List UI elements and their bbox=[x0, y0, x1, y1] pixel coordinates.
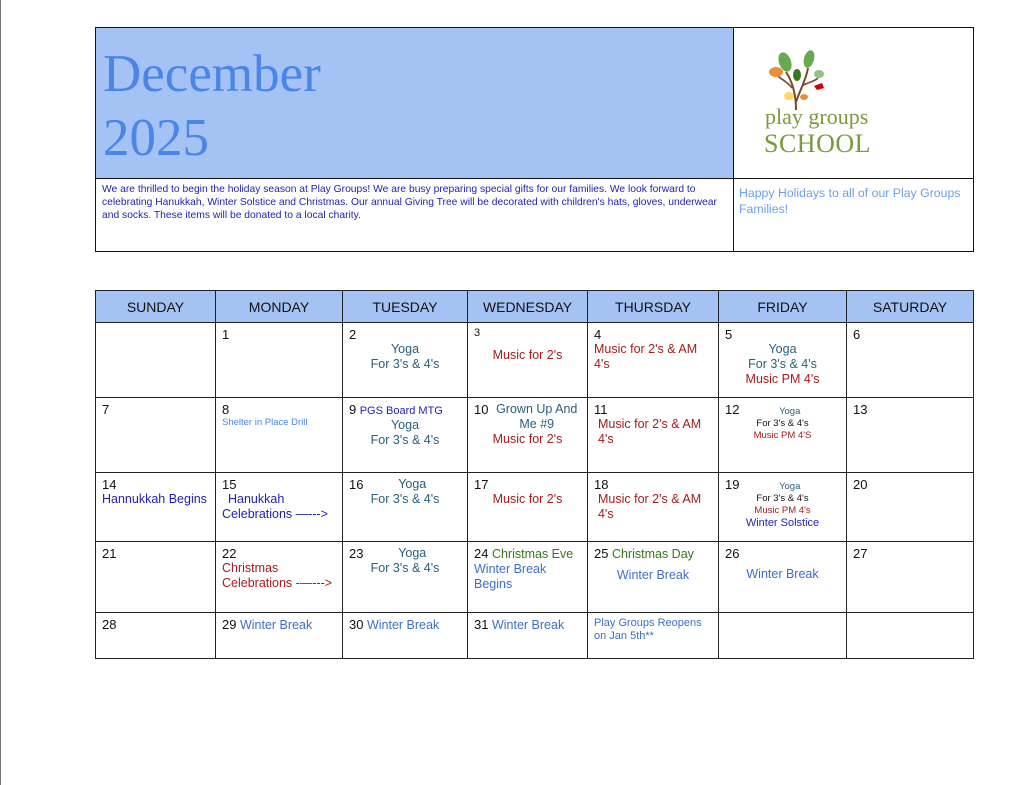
day-cell bbox=[96, 398, 216, 473]
day-number: 19 bbox=[725, 477, 740, 492]
day-number: 5 bbox=[725, 327, 733, 342]
day-cell bbox=[216, 398, 343, 473]
day-cell bbox=[96, 613, 216, 659]
day-cell bbox=[468, 613, 588, 659]
day-number: 15 bbox=[222, 477, 237, 492]
weekday-header-row bbox=[96, 291, 974, 323]
day-number: 12 bbox=[725, 402, 740, 417]
day-number: 11 bbox=[594, 402, 608, 417]
day-number: 3 bbox=[474, 327, 481, 339]
day-cell bbox=[847, 323, 974, 398]
day-cell bbox=[719, 542, 847, 613]
description-text: We are thrilled to begin the holiday season at Play Groups! We are busy preparing special gifts for our families. We look forward to celebrating Hanukkah, Winter Solstice and Christmas. Our annual Giving Tree will be decorated with children's hats, gloves, underwear and socks. These items will be donated to a local charity. bbox=[96, 179, 734, 251]
day-number: 26 bbox=[725, 546, 740, 561]
day-number: 9 bbox=[349, 402, 357, 417]
day-number: 29 bbox=[222, 617, 237, 632]
logo-cell bbox=[734, 28, 973, 179]
day-cell bbox=[343, 613, 468, 659]
day-number: 27 bbox=[853, 546, 868, 561]
event-yoga-ages: For 3's & 4's bbox=[370, 492, 440, 506]
day-number: 10 bbox=[474, 402, 489, 417]
event-music: Music for 2's & AM 4's bbox=[598, 417, 702, 446]
week-row bbox=[96, 398, 974, 473]
event-music: Music for 2's & AM 4's bbox=[594, 342, 698, 371]
day-number: 22 bbox=[222, 546, 237, 561]
event-board-meeting: PGS Board MTG bbox=[359, 405, 443, 417]
day-number: 8 bbox=[222, 402, 230, 417]
event-yoga: Yoga bbox=[768, 342, 797, 356]
day-cell-empty bbox=[719, 613, 847, 659]
weekday-tuesday: TUESDAY bbox=[343, 291, 468, 323]
day-number: 25 bbox=[594, 546, 609, 561]
day-cell bbox=[847, 542, 974, 613]
day-cell bbox=[847, 398, 974, 473]
day-number: 28 bbox=[102, 617, 117, 632]
day-cell bbox=[216, 323, 343, 398]
event-hanukkah: Hanukkah bbox=[228, 492, 285, 506]
event-yoga-ages: For 3's & 4's bbox=[756, 493, 809, 504]
event-yoga-ages: For 3's & 4's bbox=[756, 418, 809, 429]
event-reopens: Play Groups Reopens on Jan 5th** bbox=[594, 617, 702, 642]
event-christmas: Christmas bbox=[222, 561, 279, 575]
calendar-grid bbox=[95, 290, 974, 659]
day-number: 24 bbox=[474, 546, 489, 561]
event-music: Music for 2's & AM 4's bbox=[598, 492, 702, 521]
day-number: 20 bbox=[853, 477, 868, 492]
event-yoga-ages: For 3's & 4's bbox=[370, 357, 440, 371]
day-number: 13 bbox=[853, 402, 868, 417]
calendar-header bbox=[95, 27, 974, 252]
event-yoga: Yoga bbox=[398, 546, 427, 560]
event-winter-break: Winter Break bbox=[366, 618, 440, 632]
day-cell-empty bbox=[847, 613, 974, 659]
event-grown-up: Grown Up And Me #9 bbox=[496, 402, 578, 431]
weekday-friday: FRIDAY bbox=[719, 291, 847, 323]
day-cell bbox=[343, 323, 468, 398]
event-winter-break-begins: Winter Break Begins bbox=[474, 562, 547, 591]
day-number: 31 bbox=[474, 617, 489, 632]
event-hanukkah-begins: Hannukkah Begins bbox=[102, 492, 207, 506]
page-edge-rule bbox=[0, 0, 1, 785]
event-winter-break: Winter Break bbox=[746, 567, 819, 581]
weekday-wednesday: WEDNESDAY bbox=[468, 291, 588, 323]
logo-text-school: SCHOOL bbox=[764, 129, 872, 158]
day-cell bbox=[588, 398, 719, 473]
event-winter-solstice: Winter Solstice bbox=[745, 517, 820, 529]
event-yoga: Yoga bbox=[779, 481, 801, 492]
day-cell bbox=[343, 542, 468, 613]
day-cell bbox=[588, 323, 719, 398]
event-winter-break: Winter Break bbox=[491, 618, 565, 632]
weekday-sunday: SUNDAY bbox=[96, 291, 216, 323]
event-yoga-ages: For 3's & 4's bbox=[370, 433, 440, 447]
event-christmas-day: Christmas Day bbox=[611, 547, 694, 561]
day-cell bbox=[343, 398, 468, 473]
day-number: 2 bbox=[349, 327, 357, 342]
weekday-saturday: SATURDAY bbox=[847, 291, 974, 323]
day-cell bbox=[343, 473, 468, 542]
day-number: 6 bbox=[853, 327, 861, 342]
day-cell bbox=[719, 323, 847, 398]
event-music: Music for 2's bbox=[492, 348, 563, 362]
day-number: 23 bbox=[349, 546, 364, 561]
day-cell-empty bbox=[96, 323, 216, 398]
event-yoga: Yoga bbox=[779, 406, 801, 417]
event-shelter-drill: Shelter in Place Drill bbox=[222, 417, 308, 428]
logo-text-play-groups: play groups bbox=[765, 104, 869, 129]
event-yoga: Yoga bbox=[390, 342, 420, 356]
day-cell bbox=[216, 613, 343, 659]
event-hanukkah-celebrations: Celebrations —---> bbox=[222, 507, 328, 521]
day-cell bbox=[719, 398, 847, 473]
event-music: Music for 2's bbox=[492, 492, 563, 506]
day-cell bbox=[847, 473, 974, 542]
day-cell bbox=[468, 542, 588, 613]
event-yoga: Yoga bbox=[398, 477, 427, 491]
day-number: 21 bbox=[102, 546, 117, 561]
day-cell bbox=[216, 542, 343, 613]
day-cell bbox=[588, 542, 719, 613]
day-number: 7 bbox=[102, 402, 110, 417]
day-number: 14 bbox=[102, 477, 117, 492]
day-cell bbox=[588, 473, 719, 542]
title-cell bbox=[96, 28, 734, 179]
month-title: December bbox=[103, 45, 321, 103]
week-row bbox=[96, 323, 974, 398]
event-winter-break: Winter Break bbox=[616, 568, 690, 582]
day-number: 30 bbox=[349, 617, 364, 632]
day-cell bbox=[468, 323, 588, 398]
event-yoga-ages: For 3's & 4's bbox=[370, 561, 440, 575]
day-cell bbox=[468, 473, 588, 542]
day-cell bbox=[468, 398, 588, 473]
day-number: 18 bbox=[594, 477, 609, 492]
event-music: Music PM 4's bbox=[754, 505, 811, 516]
week-row bbox=[96, 473, 974, 542]
event-christmas-celebrations: Celebrations -—---> bbox=[222, 576, 333, 590]
holiday-note: Happy Holidays to all of our Play Groups Families! bbox=[739, 186, 961, 216]
day-number: 4 bbox=[594, 327, 602, 342]
day-cell bbox=[216, 473, 343, 542]
year-title: 2025 bbox=[103, 109, 209, 167]
day-number: 16 bbox=[349, 477, 364, 492]
event-yoga-ages: For 3's & 4's bbox=[748, 357, 817, 371]
event-music: Music for 2's bbox=[492, 432, 563, 446]
weekday-thursday: THURSDAY bbox=[588, 291, 719, 323]
day-number: 17 bbox=[474, 477, 489, 492]
weekday-monday: MONDAY bbox=[216, 291, 343, 323]
event-christmas-eve: Christmas Eve bbox=[491, 547, 574, 561]
event-yoga: Yoga bbox=[390, 418, 420, 432]
week-row bbox=[96, 613, 974, 659]
day-cell bbox=[96, 473, 216, 542]
day-cell bbox=[719, 473, 847, 542]
day-number: 1 bbox=[222, 327, 230, 342]
day-cell bbox=[588, 613, 719, 659]
day-cell bbox=[96, 542, 216, 613]
event-music: Music PM 4'S bbox=[753, 430, 812, 441]
week-row bbox=[96, 542, 974, 613]
event-music: Music PM 4's bbox=[745, 372, 820, 386]
event-winter-break: Winter Break bbox=[239, 618, 313, 632]
